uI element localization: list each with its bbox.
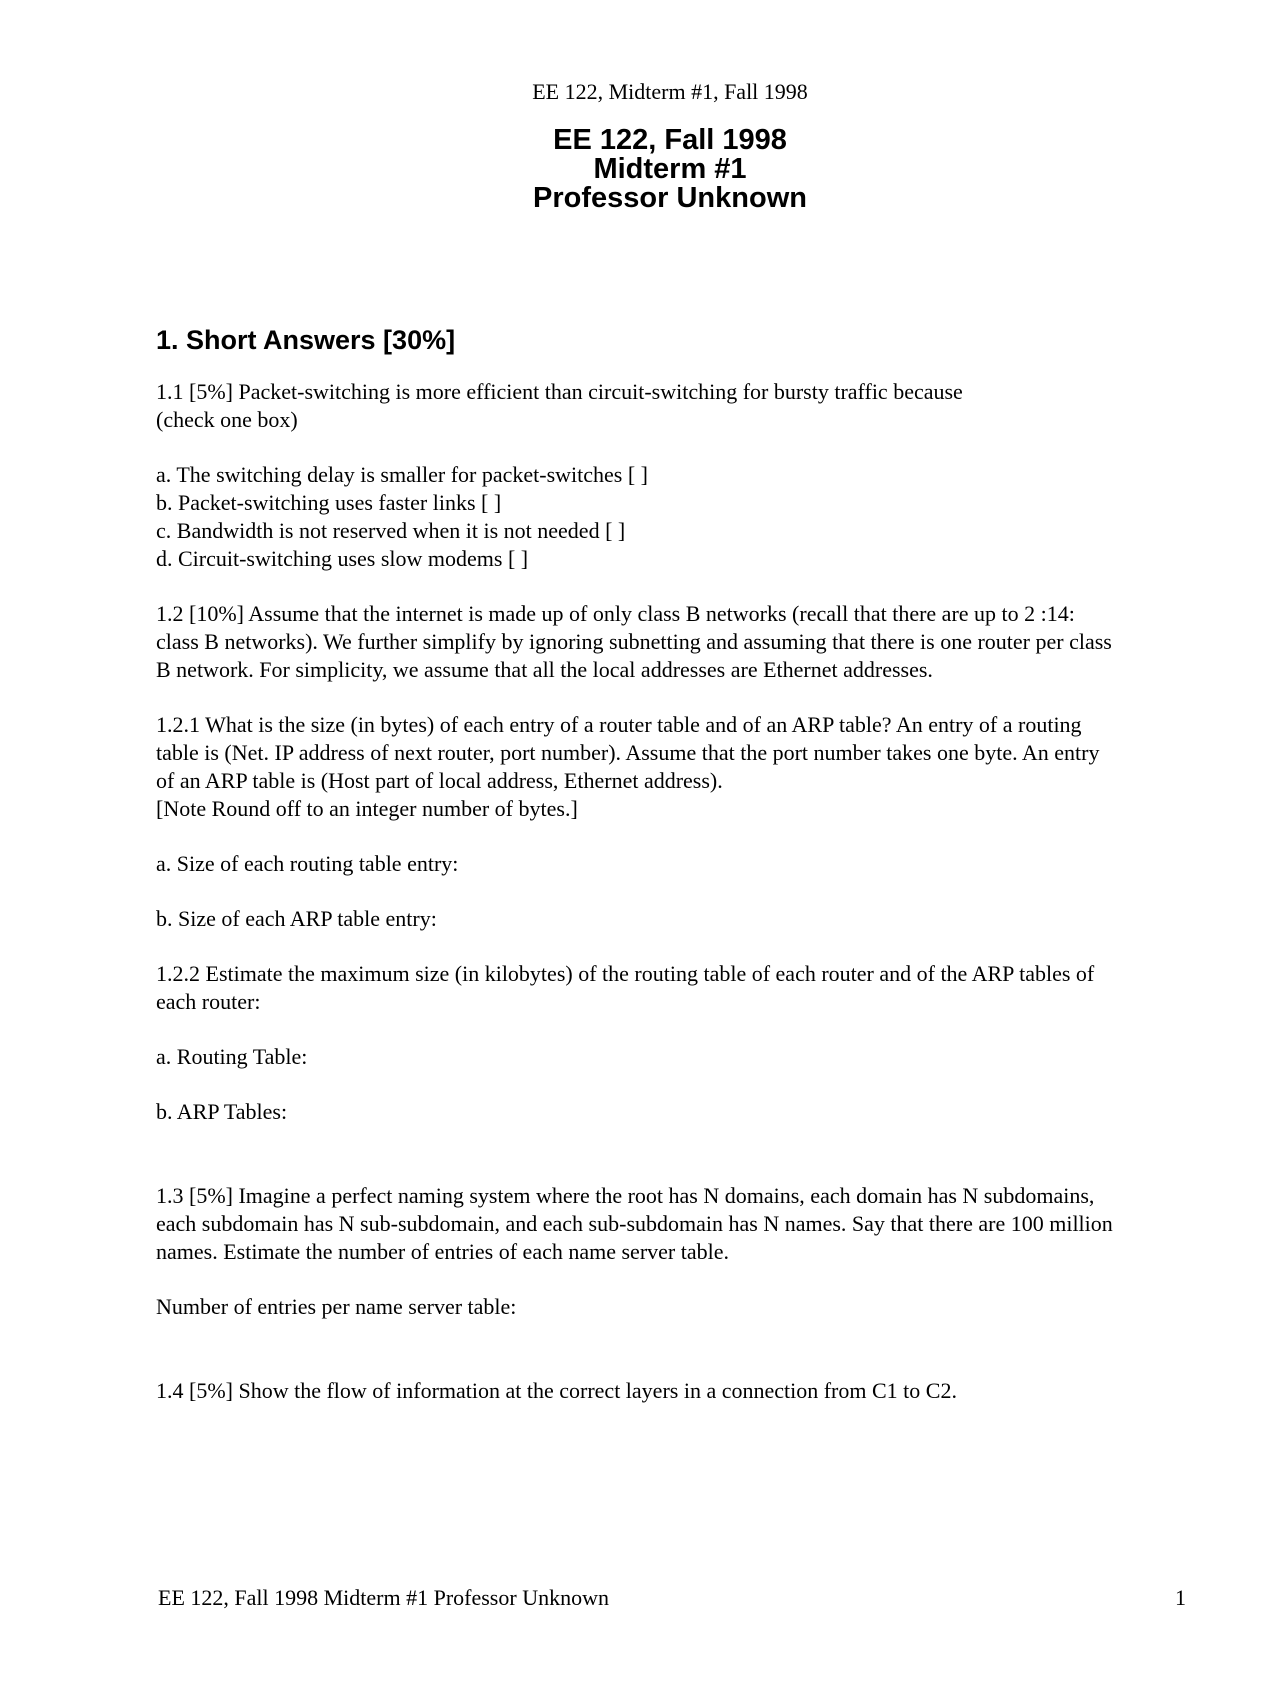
page-number: 1 [1175,1585,1186,1610]
question-text: each subdomain has N sub-subdomain, and each sub-subdomain has N names. Say that there are 100 million [156,1211,1113,1236]
section-heading: 1. Short Answers [30%] [156,325,456,355]
answer-label-a: a. Routing Table: [156,1044,308,1069]
question-1-1 [156,378,1186,573]
question-text: 1.2 [10%] Assume that the internet is made up of only class B networks (recall that there are up to 2 :14: [156,601,1075,626]
question-1-4 [156,1377,1186,1405]
question-1-2 [156,600,1186,684]
title-exam: Midterm #1 [593,153,747,185]
question-1-3 [156,1182,1186,1321]
question-text: 1.2.2 Estimate the maximum size (in kilobytes) of the routing table of each router and of the ARP tables of [156,961,1095,986]
question-text: class B networks). We further simplify by ignoring subnetting and assuming that there is one router per class [156,629,1112,654]
option-a: a. The switching delay is smaller for packet-switches [ ] [156,462,648,487]
question-text: 1.4 [5%] Show the flow of information at the correct layers in a connection from C1 to C2. [156,1378,957,1403]
title-professor: Professor Unknown [533,182,807,214]
question-text: B network. For simplicity, we assume that all the local addresses are Ethernet addresses. [156,657,933,682]
option-d: d. Circuit-switching uses slow modems [ ] [156,546,529,571]
answer-label-a: a. Size of each routing table entry: [156,851,459,876]
question-text: names. Estimate the number of entries of each name server table. [156,1239,729,1264]
question-text: 1.1 [5%] Packet-switching is more efficient than circuit-switching for bursty traffic because [156,379,963,404]
question-1-2-1 [156,711,1186,933]
running-footer: EE 122, Fall 1998 Midterm #1 Professor Unknown [158,1585,609,1610]
question-1-2-2 [156,960,1186,1126]
title-course: EE 122, Fall 1998 [553,124,787,156]
option-b: b. Packet-switching uses faster links [ ] [156,490,502,515]
page-title [0,126,1280,213]
question-text: table is (Net. IP address of next router, port number). Assume that the port number takes one byte. An entry [156,740,1100,765]
option-c: c. Bandwidth is not reserved when it is not needed [ ] [156,518,626,543]
answer-label: Number of entries per name server table: [156,1294,517,1319]
answer-label-b: b. ARP Tables: [156,1099,288,1124]
question-text: of an ARP table is (Host part of local address, Ethernet address). [156,768,723,793]
question-text: each router: [156,989,261,1014]
running-header: EE 122, Midterm #1, Fall 1998 [532,79,808,104]
answer-label-b: b. Size of each ARP table entry: [156,906,437,931]
question-text: 1.2.1 What is the size (in bytes) of each entry of a router table and of an ARP table? An entry of a routing [156,712,1082,737]
exam-content [156,322,1186,1405]
question-text: (check one box) [156,407,298,432]
question-text: 1.3 [5%] Imagine a perfect naming system where the root has N domains, each domain has N subdomains, [156,1183,1095,1208]
question-note: [Note Round off to an integer number of bytes.] [156,796,578,821]
